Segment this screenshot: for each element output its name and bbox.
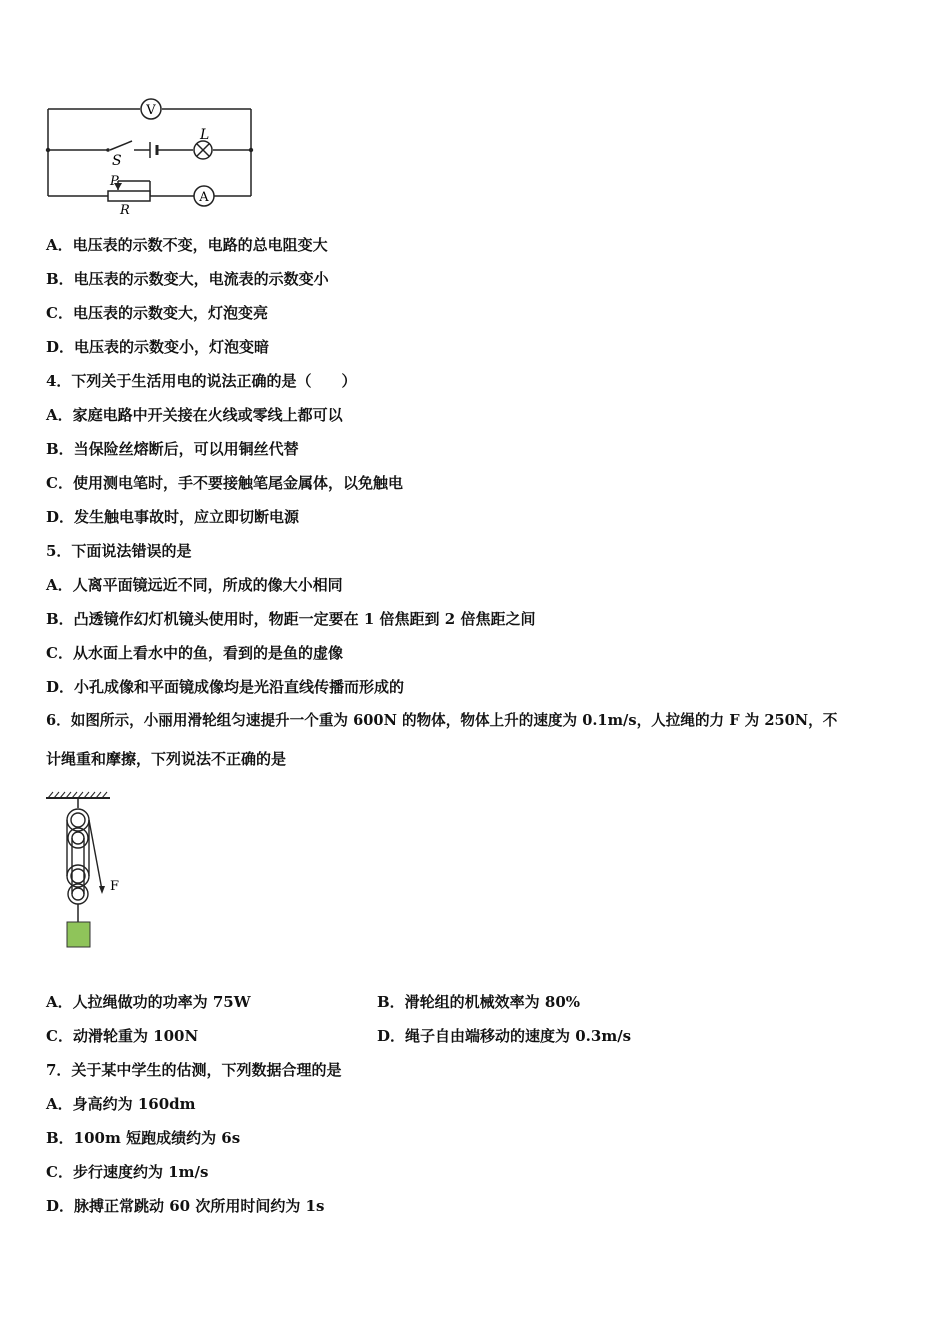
switch-label: S [112, 153, 122, 169]
q6-option-a: A．人拉绳做功的功率为 75W [46, 993, 251, 1011]
q6-stem-line1: 6．如图所示，小丽用滑轮组匀速提升一个重为 600N 的物体，物体上升的速度为 0.1m/s，人拉绳的力 F 为 250N，不 [46, 712, 838, 729]
svg-text:V: V [146, 103, 156, 118]
q6-stem-line2: 计绳重和摩擦，下列说法不正确的是 [46, 750, 287, 768]
q6-option-d: D．绳子自由端移动的速度为 0.3m/s [377, 1027, 632, 1045]
voltmeter-icon [141, 99, 161, 119]
q4-option-b: B．当保险丝熔断后，可以用铜丝代替 [46, 440, 299, 458]
q3-option-a: A．电压表的示数不变，电路的总电阻变大 [46, 236, 328, 254]
q6-option-b: B．滑轮组的机械效率为 80% [377, 993, 581, 1011]
q7-stem: 7．关于某中学生的估测，下列数据合理的是 [46, 1061, 342, 1079]
svg-text:A: A [199, 190, 209, 205]
q3-option-b: B．电压表的示数变大，电流表的示数变小 [46, 270, 329, 288]
slider-label: P [110, 174, 119, 189]
q7-option-d: D．脉搏正常跳动 60 次所用时间约为 1s [46, 1197, 325, 1215]
q4-option-a: A．家庭电路中开关接在火线或零线上都可以 [46, 406, 343, 424]
q6-option-c: C．动滑轮重为 100N [46, 1027, 199, 1045]
weight-block [67, 922, 90, 947]
q7-option-c: C．步行速度约为 1m/s [46, 1163, 209, 1181]
q4-option-c: C．使用测电笔时，手不要接触笔尾金属体，以免触电 [46, 474, 403, 492]
q5-option-d: D．小孔成像和平面镜成像均是光沿直线传播而形成的 [46, 678, 405, 696]
q7-option-b: B．100m 短跑成绩约为 6s [46, 1129, 241, 1147]
pulley-diagram [42, 790, 132, 955]
q3-option-c: C．电压表的示数变大，灯泡变亮 [46, 304, 268, 322]
ammeter-icon [194, 186, 214, 206]
q4-stem: 4．下列关于生活用电的说法正确的是（ ） [46, 372, 357, 390]
q7-option-a: A．身高约为 160dm [46, 1095, 196, 1113]
resistor-label: R [120, 203, 130, 218]
lamp-icon [194, 141, 212, 159]
force-label: F [110, 879, 120, 894]
q4-option-d: D．发生触电事故时，应立即切断电源 [46, 508, 300, 526]
q3-option-d: D．电压表的示数变小，灯泡变暗 [46, 338, 270, 356]
q5-option-a: A．人离平面镜远近不同，所成的像大小相同 [46, 576, 343, 594]
rheostat-icon [108, 191, 150, 201]
q5-option-b: B．凸透镜作幻灯机镜头使用时，物距一定要在 1 倍焦距到 2 倍焦距之间 [46, 610, 536, 628]
circuit-diagram [40, 95, 270, 220]
q5-option-c: C．从水面上看水中的鱼，看到的是鱼的虚像 [46, 644, 343, 662]
lamp-label: L [200, 127, 210, 143]
q5-stem: 5．下面说法错误的是 [46, 542, 192, 560]
